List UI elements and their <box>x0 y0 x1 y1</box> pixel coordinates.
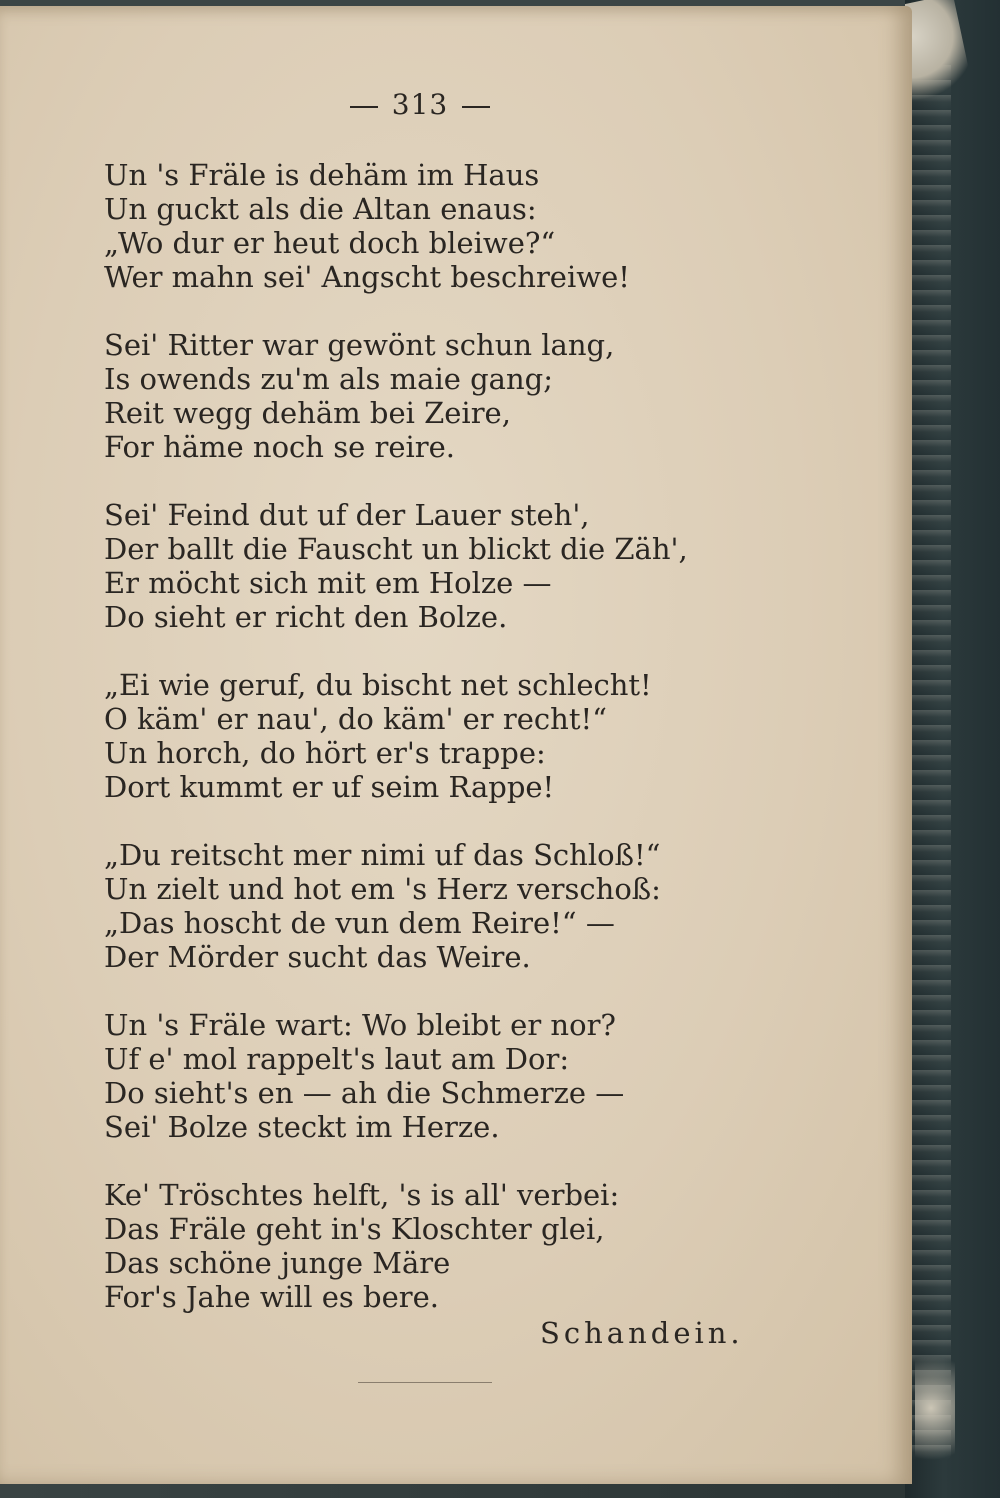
poem-line: Un 's Fräle is dehäm im Haus <box>104 158 540 192</box>
poem-line: Der ballt die Fauscht un blickt die Zäh', <box>104 532 688 566</box>
book-page <box>0 6 912 1484</box>
poem-body <box>104 158 804 1348</box>
poem-line: Das schöne junge Märe <box>104 1246 451 1280</box>
stanza-6 <box>104 1008 804 1144</box>
poem-line: Un 's Fräle wart: Wo bleibt er nor? <box>104 1008 616 1042</box>
poem-line: For's Jahe will es bere. <box>104 1280 440 1314</box>
poem-line: Ke' Tröschtes helft, 's is all' verbei: <box>104 1178 620 1212</box>
poem-line: Un horch, do hört er's trappe: <box>104 736 546 770</box>
stanza-4 <box>104 668 804 804</box>
poem-line: „Ei wie geruf, du bischt net schlecht! <box>104 668 652 702</box>
poem-line: Wer mahn sei' Angscht beschreiwe! <box>104 260 630 294</box>
poem-line: Reit wegg dehäm bei Zeire, <box>104 396 511 430</box>
poem-line: For häme noch se reire. <box>104 430 456 464</box>
poem-line: „Du reitscht mer nimi uf das Schloß!“ <box>104 838 661 872</box>
worn-spine-texture <box>911 20 951 1460</box>
poem-line: Uf e' mol rappelt's laut am Dor: <box>104 1042 570 1076</box>
worn-corner-bottom <box>915 1338 955 1478</box>
poem-line: Das Fräle geht in's Kloschter glei, <box>104 1212 605 1246</box>
stanza-7 <box>104 1178 804 1314</box>
author-signature: Schandein. <box>540 1316 744 1350</box>
stanza-1 <box>104 158 804 294</box>
stanza-3 <box>104 498 804 634</box>
poem-line: Er möcht sich mit em Holze — <box>104 566 552 600</box>
page-number: 313 <box>391 88 449 121</box>
stanza-2 <box>104 328 804 464</box>
poem-line: Un guckt als die Altan enaus: <box>104 192 537 226</box>
poem-line: Do sieht er richt den Bolze. <box>104 600 508 634</box>
poem-line: „Wo dur er heut doch bleiwe?“ <box>104 226 556 260</box>
poem-line: Do sieht's en — ah die Schmerze — <box>104 1076 625 1110</box>
poem-line: Dort kummt er uf seim Rappe! <box>104 770 555 804</box>
poem-line: Un zielt und hot em 's Herz verschoß: <box>104 872 661 906</box>
header-dash-right <box>462 106 490 108</box>
poem-line: Sei' Feind dut uf der Lauer steh', <box>104 498 590 532</box>
poem-line: O käm' er nau', do käm' er recht!“ <box>104 702 607 736</box>
page-header <box>320 88 520 121</box>
poem-line: Sei' Bolze steckt im Herze. <box>104 1110 500 1144</box>
header-dash-left <box>350 106 378 108</box>
poem-line: „Das hoscht de vun dem Reire!“ — <box>104 906 615 940</box>
book-cover-edge <box>905 0 1000 1498</box>
poem-line: Der Mörder sucht das Weire. <box>104 940 531 974</box>
poem-line: Is owends zu'm als maie gang; <box>104 362 553 396</box>
poem-line: Sei' Ritter war gewönt schun lang, <box>104 328 615 362</box>
end-rule <box>358 1382 492 1383</box>
stanza-5 <box>104 838 804 974</box>
